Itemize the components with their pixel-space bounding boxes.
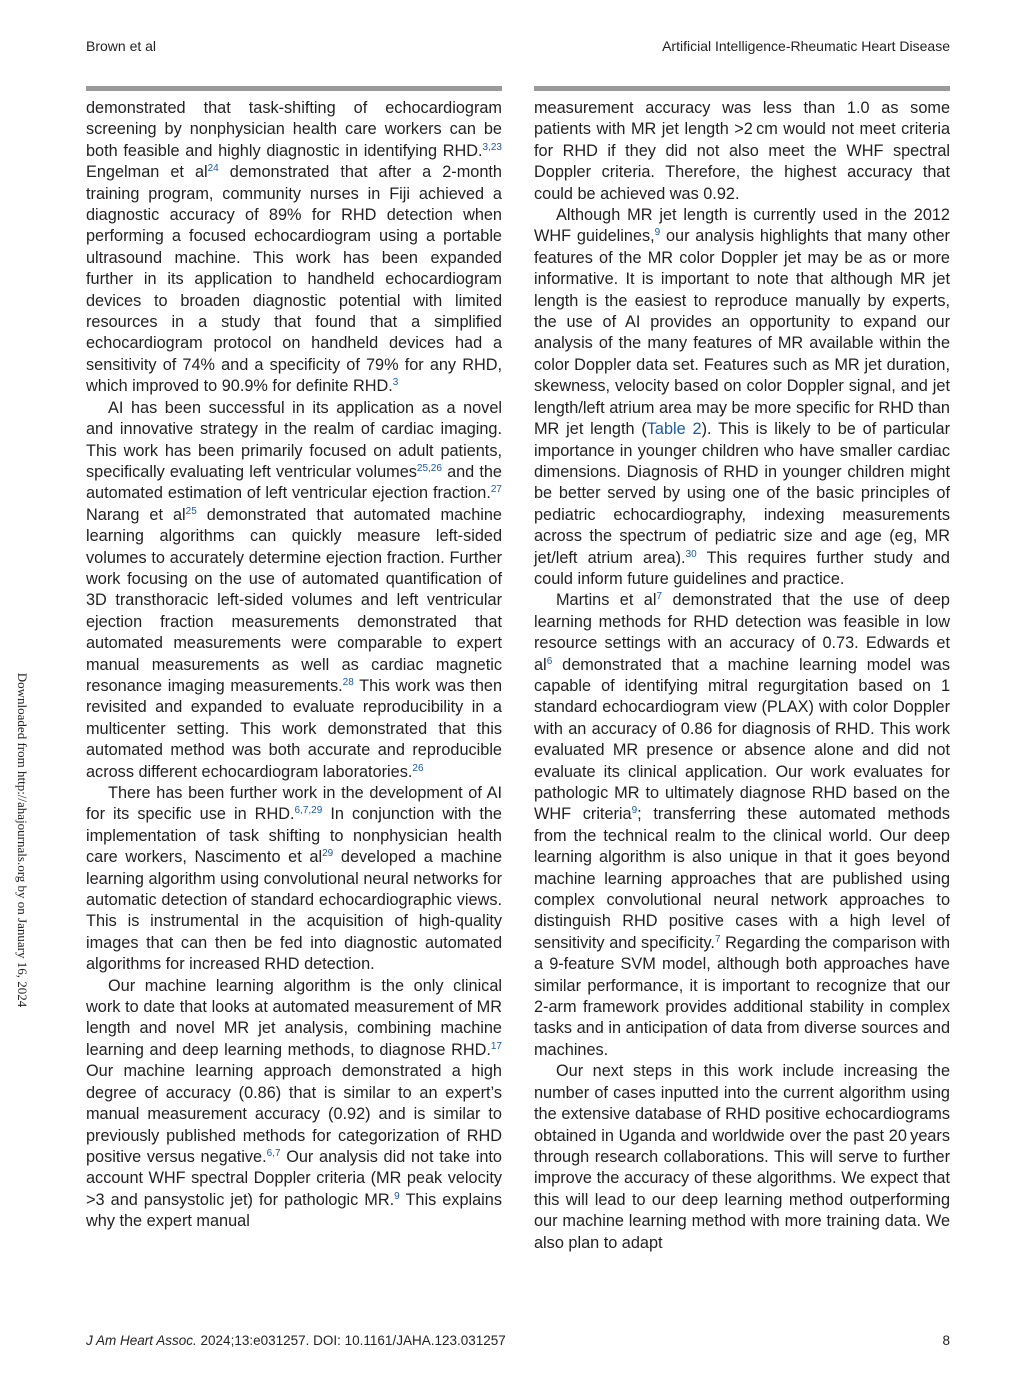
text-run: Our machine learning algorithm is the only clinical work to date that looks at automated measurement of MR length and novel MR jet analysis, combining machine learning and deep learning methods, to diagnose RHD. [86,976,502,1059]
text-run: Our next steps in this work include increasing the number of cases inputted into the current algorithm using the extensive database of RHD positive echocardiograms obtained in Uganda and worldwide over the past 20 years through research collaborations. This will serve to further improve the accuracy of these algorithms. We expect that this will lead to our deep learning method outperforming our machine learning method with more training data. We also plan to adapt [534,1062,950,1252]
citation-superscript[interactable]: 9 [394,1190,400,1202]
text-run: Our machine learning approach demonstrated a high degree of accuracy (0.86) that is similar to an expert’s manual measurement accuracy (0.92) and is similar to previously published methods for categorization of RHD positive versus negative. [86,1062,502,1166]
body-paragraph [86,398,502,783]
citation-superscript[interactable]: 27 [490,484,502,496]
text-run: AI has been successful in its application as a novel and innovative strategy in the realm of cardiac imaging. This work has been primarily focused on adult patients, specifically evaluating left ventricular volumes [86,398,502,481]
citation-superscript[interactable]: 6,7 [266,1147,281,1159]
citation-superscript[interactable]: 6,7,29 [294,805,323,817]
text-run: demonstrated that task-shifting of echocardiogram screening by nonphysician health care workers can be both feasible and highly diagnostic in identifying RHD. [86,99,502,160]
citation-superscript[interactable]: 25,26 [416,462,442,474]
citation-superscript[interactable]: 7 [656,591,663,603]
download-watermark [12,672,32,1008]
text-run: and the automated estimation of left ventricular ejection fraction. [86,462,502,503]
body-paragraph [534,590,950,1061]
citation-superscript[interactable]: 29 [322,848,334,860]
text-run: measurement accuracy was less than 1.0 as some patients with MR jet length >2 cm would not meet criteria for RHD if they did not also meet the WHF spectral Doppler criteria. Therefore, the highest accuracy that could be achieved was 0.92. [534,99,950,203]
citation-superscript[interactable]: 3 [392,377,399,389]
text-run: Our analysis did not take into account WHF spectral Doppler criteria (MR peak velocity >3 and pansystolic jet) for pathologic MR. [86,1147,502,1209]
running-head-title: Artificial Intelligence-Rheumatic Heart Disease [662,38,950,54]
citation-superscript[interactable]: 26 [412,762,424,774]
page-number: 8 [942,1333,950,1348]
body-paragraph [86,98,502,398]
column-rule-right [534,86,950,91]
right-text-column [534,98,950,1254]
citation-superscript[interactable]: 3,23 [482,141,502,153]
citation-superscript[interactable]: 9 [654,227,661,239]
text-run: Martins et al [556,591,657,610]
body-paragraph [86,783,502,976]
text-run: ; transferring these automated methods from the technical realm to the clinical world. Our deep learning algorithm is also unique in that it goes beyond machine learning approaches that are published using complex convolutional neural network approaches to distinguish RHD positive cases with a high level of sensitivity and specificity. [534,805,950,952]
text-run: demonstrated that a machine learning model was capable of identifying mitral regurgitation based on 1 standard echocardiogram view (PLAX) with color Doppler with an accuracy of 0.86 for diagnosis of RHD. This work evaluated MR presence or absence alone and did not evaluate its clinical application. Our work evaluates for pathologic MR to ultimately diagnose RHD based on the WHF criteria [534,655,950,824]
text-run: This requires further study and could inform future guidelines and practice. [534,548,950,588]
citation-superscript[interactable]: 24 [207,163,219,175]
text-run: In conjunction with the implementation of task shifting to nonphysician health care workers, Nascimento et al [86,805,502,867]
text-run: Engelman et al [86,163,208,182]
body-paragraph [534,98,950,205]
citation-superscript[interactable]: 30 [685,548,697,560]
citation-superscript[interactable]: 9 [631,805,638,817]
footer-journal-name: J Am Heart Assoc. [86,1333,197,1348]
body-paragraph [534,205,950,590]
download-note-text: Downloaded from http://ahajournals.org by on January 16, 2024 [15,672,30,1008]
citation-superscript[interactable]: 17 [490,1040,502,1052]
citation-superscript[interactable]: 6 [546,655,553,667]
footer-citation [86,1333,506,1348]
text-run: our analysis highlights that many other features of the MR color Doppler jet may be as or more informative. It is important to note that although MR jet length is the easiest to reproduce manually by experts, the use of AI provides an opportunity to expand our analysis of the many features of MR available within the color Doppler data set. Features such as MR jet duration, skewness, velocity based on color Doppler signal, and jet length/left atrium area may be more specific for RHD than MR jet length ( [534,227,950,439]
text-run: Regarding the comparison with a 9-feature SVM model, although both approaches have similar performance, it is important to recognize that our 2-arm framework provides additional stability in complex tasks and in anticipation of data from diverse sources and machines. [534,933,950,1059]
citation-superscript[interactable]: 28 [342,676,354,688]
citation-superscript[interactable]: 7 [714,933,721,945]
text-run: demonstrated that automated machine learning algorithms can quickly measure left-sided volumes to accurately determine ejection fraction. Further work focusing on the use of automated quantification of 3D transthoracic left-sided volumes and left ventricular ejection fraction measurements demonstrated that automated measurements were comparable to expert manual measurements as well as cardiac magnetic resonance imaging measurements. [86,505,502,695]
text-run: developed a machine learning algorithm using convolutional neural networks for automatic detection of standard echocardiographic views. This is instrumental in the acquisition of high-quality images that can then be fed into diagnostic automated algorithms for increased RHD detection. [86,848,502,974]
running-head-authors: Brown et al [86,38,157,54]
citation-superscript[interactable]: 25 [185,505,197,517]
text-run: Narang et al [86,505,186,524]
body-paragraph [86,976,502,1233]
text-run: demonstrated that the use of deep learning methods for RHD detection was feasible in low resource settings with an accuracy of 0.73. Edwards et al [534,591,950,674]
text-run: This work was then revisited and expanded to evaluate reproducibility in a multicenter setting. This work demonstrated that this automated method was both accurate and reproducible across different echocardiogram laboratories. [86,676,502,781]
footer-citation-details: 2024;13:e031257. DOI: 10.1161/JAHA.123.031257 [196,1333,506,1348]
text-run: ). This is likely to be of particular importance in younger children who have smaller cardiac dimensions. Diagnosis of RHD in younger children might be better served by using one of the basic principles of pediatric echocardiography, indexing measurements across the spectrum of pediatric size and age (eg, MR jet/left atrium area). [534,420,951,567]
text-run: Although MR jet length is currently used in the 2012 WHF guidelines, [534,206,950,246]
text-run: This explains why the expert manual [86,1190,502,1231]
text-run: There has been further work in the development of AI for its specific use in RHD. [86,784,502,824]
body-paragraph [534,1061,950,1254]
left-text-column [86,98,502,1233]
column-rule-left [86,86,502,91]
table-reference-link[interactable]: Table 2 [646,420,702,439]
text-run: demonstrated that after a 2-month training program, community nurses in Fiji achieved a diagnostic accuracy of 89% for RHD detection when performing a focused echocardiogram using a portable ultrasound machine. This work has been expanded further in its application to handheld echocardiogram devices to broaden diagnostic potential with limited resources in a study that found that a simplified echocardiogram protocol on handheld devices had a sensitivity of 74% and a specificity of 79% for any RHD, which improved to 90.9% for definite RHD. [86,163,502,396]
